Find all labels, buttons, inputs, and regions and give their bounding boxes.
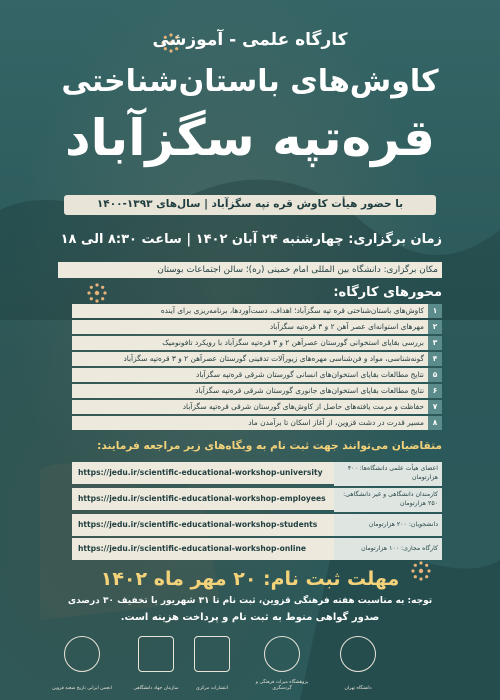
fee-online: کارگاه مجازی: ۱۰۰ هزارتومان [334,538,442,560]
topic-item: ۳ بررسی بقایای استخوانی گورستان عصرآهن ۲ و ۳ قره‌تپه سگزآباد با رویکرد تافونومیک [72,336,442,350]
fee-employees: کارمندان دانشگاهی و غیر دانشگاهی: ۲۵۰ هزارتومان [334,488,442,512]
registration-url-link[interactable]: https://jedu.ir/scientific-educational-workshop-online [72,538,336,560]
fee-faculty: اعضای هیأت علمی دانشگاه‌ها: ۴۰۰ هزارتومان [334,462,442,486]
tehran-university-logo-icon [340,636,376,672]
topic-item: ۱ کاوش‌های باستان‌شناختی قره تپه سگزآباد؛ اهداف، دست‌آوردها، برنامه‌ریزی برای آینده [72,304,442,318]
registration-url-link[interactable]: https://jedu.ir/scientific-educational-workshop-university [72,462,336,484]
certificate-note: صدور گواهی منوط به ثبت نام و پرداخت هزینه است. [120,612,380,623]
event-location: مکان برگزاری: دانشگاه بین المللی امام خمینی (ره)؛ سالن اجتماعات بوستان [58,262,442,278]
registration-heading: متقاضیان می‌توانند جهت ثبت نام به وبگاه‌های زیر مراجعه فرمایند: [97,440,442,452]
topic-item: ۷ حفاظت و مرمت یافته‌های حاصل از کاوش‌های گورستان شرقی قره‌تپه سگزآباد [72,400,442,414]
logo-caption: دانشگاه تهران [344,686,372,691]
kicker: کارگاه علمی - آموزشی [152,30,348,50]
jahad-university-logo-icon [138,636,174,672]
subtitle: با حضور هیأت کاوش قره تپه سگزآباد | سال‌های ۱۳۹۳-۱۴۰۰ [96,198,404,210]
logo-caption: انجمن ایرانی تاریخ شعبه قزوین [52,686,112,691]
logo-caption: پژوهشگاه میراث فرهنگی و گردشگری [255,680,309,691]
topic-item: ۲ مهرهای استوانه‌ای عصر آهن ۲ و ۳ قره‌تپه سگزآباد [72,320,442,334]
title-line-1: کاوش‌های باستان‌شناختی [61,64,439,99]
heritage-institute-logo-icon [264,636,300,672]
registration-url-link[interactable]: https://jedu.ir/scientific-educational-workshop-students [72,514,336,536]
registration-deadline: مهلت ثبت نام: ۲۰ مهر ماه ۱۴۰۲ [100,568,400,590]
title-line-2: قره‌تپه سگزآباد [65,109,435,167]
discount-note: توجه: به مناسبت هفته فرهنگی قزوین، ثبت نام تا ۳۱ شهریور با تخفیف ۳۰ درصدی [67,596,433,606]
topic-item: ۴ گونه‌شناسی، مواد و فن‌شناسی مهره‌های زیورآلات تدفینی گورستان عصرآهن ۲ و ۳ قره‌تپه سگزآباد [72,352,442,366]
fee-students: دانشجویان: ۲۰۰ هزارتومان [334,514,442,536]
central-publications-logo-icon [194,636,230,672]
topic-item: ۵ نتایج مطالعات بقایای استخوان‌های انسانی گورستان شرقی قره‌تپه سگزآباد [72,368,442,382]
registration-url-link[interactable]: https://jedu.ir/scientific-educational-workshop-employees [72,488,336,510]
logo-caption: سازمان جهاد دانشگاهی [133,686,179,691]
logo-caption: انتشارات مرکزی [195,686,229,691]
topic-item: ۶ نتایج مطالعات بقایای استخوان‌های جانوری گورستان شرقی قره‌تپه سگزآباد [72,384,442,398]
event-datetime: زمان برگزاری: چهارشنبه ۲۴ آبان ۱۴۰۲ | ساعت ۸:۳۰ الی ۱۸ [60,232,442,247]
topic-item: ۸ مسیر قدرت در دشت قزوین، از آغاز اسکان تا برآمدن ماد [72,416,442,430]
history-association-logo-icon [64,636,100,672]
topics-heading: محورهای کارگاه: [333,285,442,300]
flower-ornament-icon [86,282,108,304]
